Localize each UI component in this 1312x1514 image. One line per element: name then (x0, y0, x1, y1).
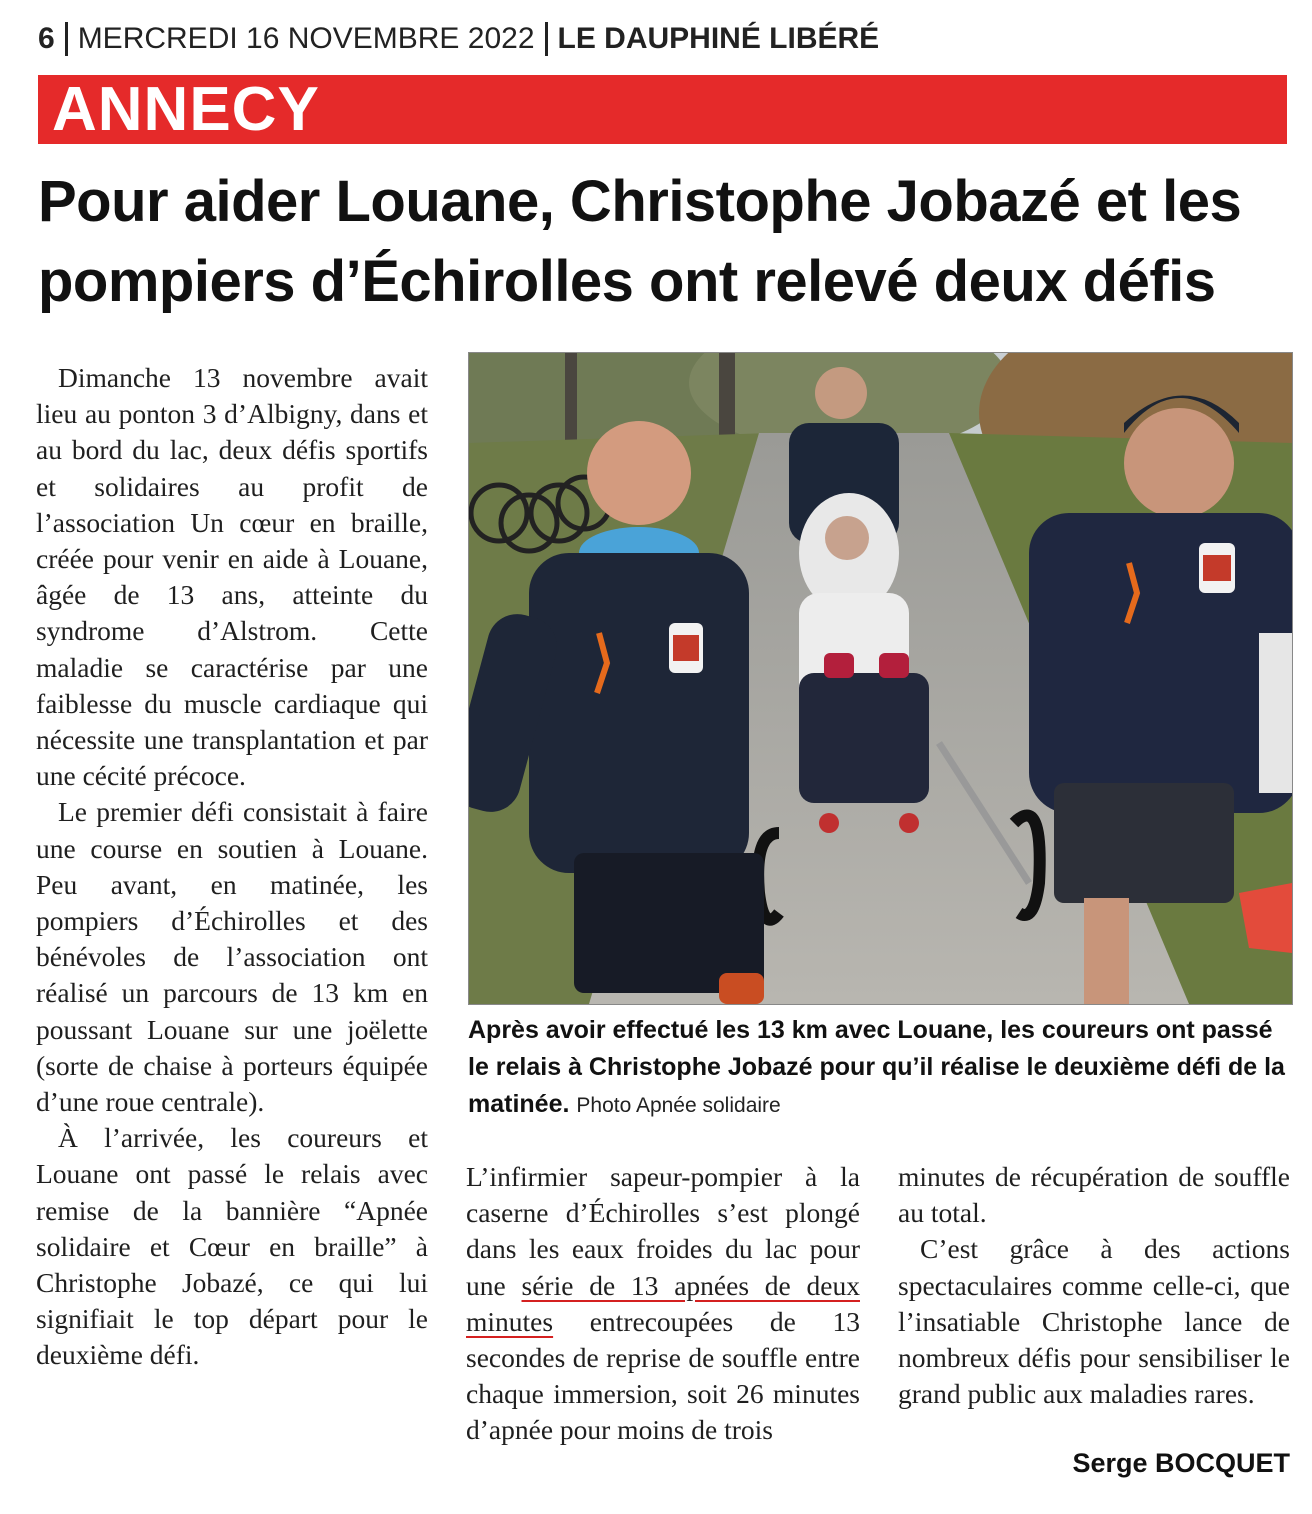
paragraph-3: À l’arrivée, les coureurs et Louane ont passé le relais avec remise de la bannière “Apnée solidaire et Cœur en braille” à Christophe Jobazé, ce qui lui signifiait le top départ pour le deuxième défi. (36, 1122, 428, 1371)
page-header (38, 22, 879, 56)
section-label: ANNECY (52, 75, 320, 144)
headline-line-1: Pour aider Louane, Christophe Jobazé et les (38, 169, 1242, 234)
newspaper-name: LE DAUPHINÉ LIBÉRÉ (557, 22, 880, 55)
paragraph-4-continued: minutes de récupération de souffle au total. (898, 1161, 1290, 1229)
highlighted-phrase: série de 13 apnées de deux minutes (466, 1269, 860, 1337)
article-column-2 (466, 1159, 860, 1449)
paragraph-4-end: entrecoupées de 13 secondes de reprise de souffle entre chaque immersion, soit 26 minutes d’apnée pour moins de trois (466, 1305, 860, 1446)
article-photo (468, 352, 1293, 1005)
paragraph-2: Le premier défi consistait à faire une course en soutien à Louane. Peu avant, en matinée, les pompiers d’Échirolles et des bénévoles de l’association ont réalisé un parcours de 13 km en poussant Louane sur une joëlette (sorte de chaise à porteurs équipée d’une roue centrale). (36, 796, 428, 1118)
article-headline (38, 162, 1298, 322)
author-signature: Serge BOCQUET (1072, 1448, 1290, 1478)
runners-photo-illustration (469, 353, 1292, 1004)
page-number: 6 (38, 22, 55, 55)
caption-text: Après avoir effectué les 13 km avec Louane, les coureurs ont passé le relais à Christophe Jobazé pour qu’il réalise le deuxième défi de la matinée. (468, 1016, 1285, 1118)
paragraph-5: C’est grâce à des actions spectaculaires comme celle-ci, que l’insatiable Christophe lance de nombreux défis pour sensibiliser le grand public aux maladies rares. (898, 1233, 1290, 1410)
section-banner (38, 75, 1287, 144)
paragraph-4 (466, 1159, 860, 1449)
headline-line-2: pompiers d’Échirolles ont relevé deux défis (38, 249, 1216, 314)
header-divider (65, 22, 68, 56)
issue-date: MERCREDI 16 NOVEMBRE 2022 (77, 22, 535, 55)
header-divider (545, 22, 548, 56)
article-column-1 (36, 360, 428, 1374)
photo-credit: Photo Apnée solidaire (576, 1094, 781, 1117)
photo-caption (468, 1012, 1298, 1124)
paragraph-1: Dimanche 13 novembre avait lieu au ponton 3 d’Albigny, dans et au bord du lac, deux défis sportifs et solidaires au profit de l’association Un cœur en braille, créée pour venir en aide à Louane, âgée de 13 ans, atteinte du syndrome d’Alstrom. Cette maladie se caractérise par une faiblesse du muscle cardiaque qui nécessite une transplantation et par une cécité précoce. (36, 362, 428, 792)
paragraph-4-start: L’infirmier sapeur-pompier à la caserne d’Échirolles s’est plongé dans les eaux froides du lac pour une (466, 1161, 860, 1301)
article-column-3 (898, 1159, 1290, 1412)
